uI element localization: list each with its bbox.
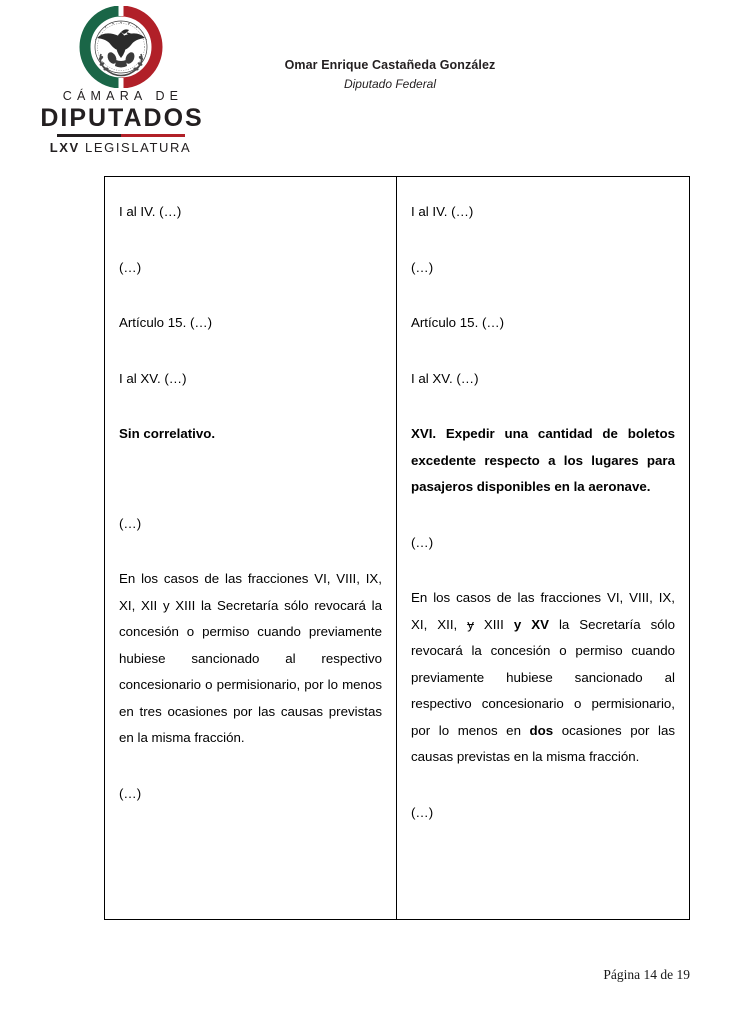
- table-column-proposed-text: [397, 177, 689, 919]
- paragraph-left-2: (…): [119, 259, 142, 275]
- edit-run-3: la Secretaría sólo revocará la concesión o permiso cuando previamente hubiese sancionado al respectivo concesionario o permisionario, por lo menos en: [411, 616, 676, 738]
- edit-strikethrough-y: y: [467, 616, 474, 632]
- legal-comparison-table: [104, 176, 690, 920]
- logo-legislature-line: [28, 141, 213, 154]
- paragraph-right-6: (…): [411, 534, 434, 550]
- paragraph-left-1: I al IV. (…): [119, 204, 182, 219]
- paragraph-left-body: En los casos de las fracciones VI, VIII, IX, XI, XII y XIII la Secretaría sólo revocará la concesión o permiso cuando previamente hubiese sancionado al respectivo concesionario o permisionario, por lo menos en tres ocasiones por las causas previstas en la misma fracción.: [119, 571, 382, 745]
- camara-de-diputados-logo: [28, 6, 213, 154]
- logo-legislature-word: LEGISLATURA: [85, 139, 192, 155]
- logo-camara-text: CÁMARA DE: [62, 89, 184, 103]
- deputy-role: Diputado Federal: [343, 77, 437, 91]
- page-header: [0, 0, 754, 170]
- logo-legislature-number: LXV: [49, 139, 80, 155]
- paragraph-right-fraccion-xvi: XVI. Expedir una cantidad de boletos excedente respecto a los lugares para pasajeros disponibles en la aeronave.: [411, 426, 675, 494]
- paragraph-right-2: (…): [411, 259, 434, 275]
- paragraph-left-sin-correlativo: Sin correlativo.: [119, 426, 216, 441]
- paragraph-right-8: (…): [411, 804, 434, 820]
- edit-run-2: XIII: [473, 616, 514, 632]
- paragraph-left-8: (…): [119, 785, 142, 801]
- paragraph-right-4: I al XV. (…): [411, 370, 479, 386]
- edit-run-4: ocasiones por las causas previstas en la misma fracción.: [411, 722, 675, 764]
- edit-run-1: En los casos de las fracciones VI, VIII, IX, XI, XII,: [411, 590, 675, 632]
- paragraph-left-3: Artículo 15. (…): [119, 315, 213, 330]
- page-footer: [0, 966, 754, 984]
- logo-diputados-text: DIPUTADOS: [40, 103, 204, 132]
- logo-divider-left-black: [57, 134, 121, 137]
- logo-divider-rule: [57, 134, 185, 137]
- logo-wordmark: [28, 90, 213, 154]
- paragraph-left-6: (…): [119, 515, 142, 531]
- paragraph-left-4: I al XV. (…): [119, 370, 187, 386]
- edit-insert-y-xv: y XV: [513, 616, 549, 632]
- page-number-label: Página 14 de 19: [603, 967, 690, 982]
- paragraph-right-3: Artículo 15. (…): [411, 315, 505, 330]
- table-column-current-text: [105, 177, 397, 919]
- paragraph-right-body-edited: [411, 585, 675, 771]
- header-deputy-block: [215, 58, 565, 91]
- edit-insert-dos: dos: [529, 722, 554, 738]
- mexican-coat-of-arms-circular-emblem: [61, 6, 181, 88]
- logo-divider-right-red: [121, 134, 185, 137]
- deputy-name: Omar Enrique Castañeda González: [284, 58, 496, 72]
- paragraph-right-1: I al IV. (…): [411, 204, 474, 219]
